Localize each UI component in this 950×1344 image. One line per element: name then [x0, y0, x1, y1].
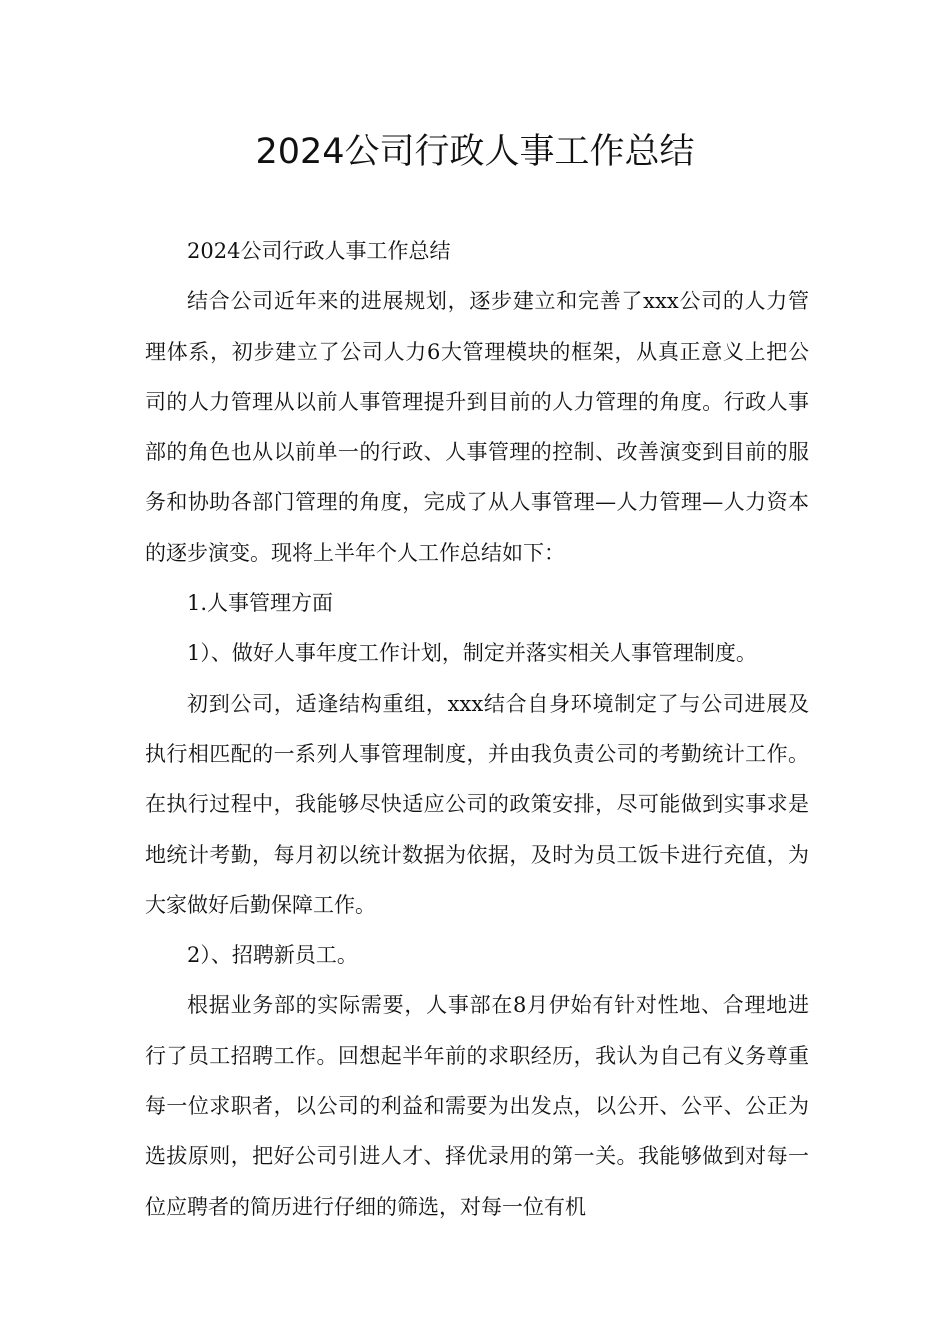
- paragraph-attendance: 初到公司，适逢结构重组，xxx结合自身环境制定了与公司进展及执行相匹配的一系列人事管理制度，并由我负责公司的考勤统计工作。在执行过程中，我能够尽快适应公司的政策安排，尽可能做到实事求是地统计考勤，每月初以统计数据为依据，及时为员工饭卡进行充值，为大家做好后勤保障工作。: [145, 691, 809, 917]
- paragraph-intro: 结合公司近年来的进展规划，逐步建立和完善了xxx公司的人力管理体系，初步建立了公司人力6大管理模块的框架，从真正意义上把公司的人力管理从以前人事管理提升到目前的人力管理的角度。行政人事部的角色也从以前单一的行政、人事管理的控制、改善演变到目前的服务和协助各部门管理的角度，完成了从人事管理—人力管理—人力资本的逐步演变。现将上半年个人工作总结如下：: [145, 289, 809, 565]
- document-body: [145, 226, 809, 1232]
- paragraph-recruitment: 根据业务部的实际需要，人事部在8月伊始有针对性地、合理地进行了员工招聘工作。回想起半年前的求职经历，我认为自己有义务尊重每一位求职者，以公司的利益和需要为出发点，以公开、公平、公正为选拔原则，把好公司引进人才、择优录用的第一关。我能够做到对每一位应聘者的简历进行仔细的筛选，对每一位有机: [145, 993, 809, 1219]
- section-heading-hr-management: 1.人事管理方面: [187, 591, 334, 616]
- subsection-heading-annual-plan: 1）、做好人事年度工作计划，制定并落实相关人事管理制度。: [187, 641, 757, 666]
- document-title: 2024公司行政人事工作总结: [255, 132, 695, 172]
- subsection-heading-recruitment: 2）、招聘新员工。: [187, 943, 358, 968]
- paragraph-heading: 2024公司行政人事工作总结: [187, 239, 451, 263]
